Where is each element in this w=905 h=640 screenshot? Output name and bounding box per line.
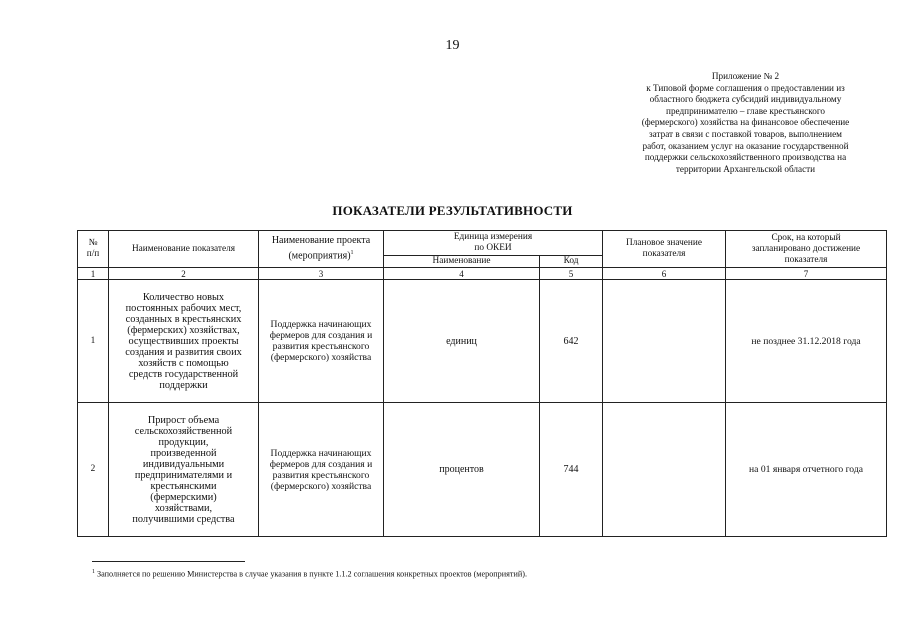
unit-code-cell: 744 xyxy=(540,403,603,537)
footnote-ref: 1 xyxy=(350,250,354,257)
project-name-line: развития крестьянского xyxy=(272,469,370,481)
header-unit-group xyxy=(384,231,603,256)
document-title: ПОКАЗАТЕЛИ РЕЗУЛЬТАТИВНОСТИ xyxy=(332,203,573,218)
column-number: 7 xyxy=(726,268,887,280)
header-unit-line: по ОКЕИ xyxy=(474,243,512,253)
indicator-name-cell xyxy=(109,280,259,403)
indicator-name-line: сельскохозяйственной xyxy=(134,425,233,437)
header-deadline-line: запланировано достижение xyxy=(751,243,861,254)
footnote-text: Заполняется по решению Министерства в случае указания в пункте 1.1.2 соглашения конкретных проектов (мероприятий). xyxy=(95,569,528,579)
table-row xyxy=(78,280,887,403)
header-deadline-line: Срок, на который xyxy=(771,232,841,243)
header-planned-line: показателя xyxy=(642,249,686,259)
appendix-line: территории Архангельской области xyxy=(675,163,816,174)
header-unit-name: Наименование xyxy=(384,256,540,268)
header-deadline-line: показателя xyxy=(784,254,828,265)
appendix-title: Приложение № 2 xyxy=(711,71,780,81)
project-name-line: (фермерского) хозяйства xyxy=(270,480,372,492)
indicator-name-line: хозяйствами, xyxy=(154,502,213,514)
indicator-name-line: продукции, xyxy=(158,436,209,448)
row-number: 2 xyxy=(78,403,109,537)
column-number: 4 xyxy=(384,268,540,280)
header-project xyxy=(259,231,384,268)
indicator-name-line: крестьянскими xyxy=(150,480,217,492)
header-planned xyxy=(603,231,726,268)
indicator-name-line: Прирост объема xyxy=(147,414,220,426)
project-name-line: Поддержка начинающих xyxy=(270,447,372,459)
footnote xyxy=(92,569,527,579)
indicators-table xyxy=(77,230,887,537)
indicator-name-line: (фермерскими) xyxy=(150,491,217,503)
indicator-name-line: средств государственной xyxy=(128,368,239,380)
deadline-cell: не позднее 31.12.2018 года xyxy=(726,280,887,403)
column-number: 2 xyxy=(109,268,259,280)
indicator-name-line: создания и развития своих xyxy=(125,346,242,358)
appendix-line: затрат в связи с поставкой товаров, выполнением xyxy=(649,128,842,139)
indicator-name-line: индивидуальными xyxy=(142,458,225,470)
appendix-line: поддержки сельскохозяйственного производства на xyxy=(644,152,847,163)
indicator-name-line: получившими средства xyxy=(132,513,235,525)
project-name-line: фермеров для создания и xyxy=(269,330,373,341)
indicator-name-line: произведенной xyxy=(150,447,217,459)
table-row xyxy=(78,403,887,537)
column-number: 3 xyxy=(259,268,384,280)
column-number: 6 xyxy=(603,268,726,280)
indicator-name-line: Количество новых xyxy=(142,291,225,303)
indicator-name-line: (фермерских) хозяйствах, xyxy=(127,324,240,336)
appendix-line: (фермерского) хозяйства на финансовое обеспечение xyxy=(641,117,850,128)
header-project-text: (мероприятия) xyxy=(288,250,351,262)
indicator-name-line: постоянных рабочих мест, xyxy=(125,302,242,314)
project-name-line: (фермерского) хозяйства xyxy=(270,352,372,363)
column-number-row xyxy=(78,268,887,280)
indicator-name-line: созданных в крестьянских xyxy=(125,313,242,325)
appendix-header xyxy=(628,71,863,175)
indicator-name-cell xyxy=(109,403,259,537)
project-name-line: Поддержка начинающих xyxy=(270,319,372,330)
project-name-line: фермеров для создания и xyxy=(269,458,373,470)
header-deadline xyxy=(726,231,887,268)
header-num-line: № xyxy=(88,238,98,248)
indicator-name-line: поддержки xyxy=(159,379,208,391)
project-name-cell xyxy=(259,280,384,403)
footnote-divider xyxy=(92,561,245,562)
unit-name-cell: процентов xyxy=(384,403,540,537)
planned-value-cell xyxy=(603,280,726,403)
header-num xyxy=(78,231,109,268)
planned-value-cell xyxy=(603,403,726,537)
header-project-line: Наименование проекта xyxy=(271,235,371,247)
header-planned-line: Плановое значение xyxy=(626,238,702,248)
footnote-mark: 1 xyxy=(92,569,95,575)
project-name-cell xyxy=(259,403,384,537)
appendix-line: работ, оказанием услуг на оказание государственной xyxy=(642,140,849,151)
appendix-line: областного бюджета субсидий индивидуальному xyxy=(649,94,842,105)
header-row xyxy=(78,231,887,256)
indicator-name-line: хозяйств с помощью xyxy=(138,357,229,369)
appendix-line: предпринимателю – главе крестьянского xyxy=(666,105,825,116)
column-number: 5 xyxy=(540,268,603,280)
project-name-line: развития крестьянского xyxy=(272,341,370,352)
deadline-cell: на 01 января отчетного года xyxy=(726,403,887,537)
header-num-line: п/п xyxy=(86,249,100,259)
indicator-name-line: предпринимателями и xyxy=(134,469,233,481)
indicator-name-line: осуществивших проекты xyxy=(128,335,239,347)
header-unit-line: Единица измерения xyxy=(453,232,533,242)
unit-code-cell: 642 xyxy=(540,280,603,403)
page-number: 19 xyxy=(445,38,460,53)
header-indicator-name: Наименование показателя xyxy=(109,231,259,268)
row-number: 1 xyxy=(78,280,109,403)
header-project-line xyxy=(261,247,381,262)
appendix-line: к Типовой форме соглашения о предоставлении из xyxy=(646,82,845,93)
header-unit-code: Код xyxy=(540,256,603,268)
column-number: 1 xyxy=(78,268,109,280)
unit-name-cell: единиц xyxy=(384,280,540,403)
